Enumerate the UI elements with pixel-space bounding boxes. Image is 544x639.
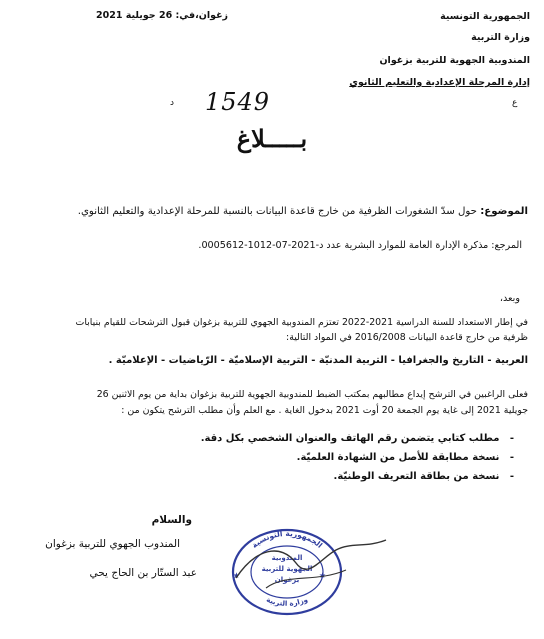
place-date: زغوان،في: 26 جويلية 2021 (96, 10, 229, 21)
subject-text: حول سدّ الشغورات الظرفية من خارج قاعدة البيانات بالنسبة للمرحلة الإعدادية والتعليم الثانوي. (77, 206, 477, 217)
reference-number: 1549 (205, 88, 271, 116)
body-p2-line2: جويلية 2021 إلى غاية يوم الجمعة 20 أوت 2021 بدخول الغاية . مع العلم وأن مطلب الترشح يتكون من : (121, 405, 528, 416)
bullet-dash: - (499, 471, 514, 482)
subject-label: الموضوع: (480, 206, 528, 217)
stamp-line1: المندوبية (271, 554, 303, 562)
signer-role: المندوب الجهوي للتربية بزغوان (45, 538, 180, 550)
header-department: إدارة المرحلة الإعدادية والتعليم الثانوي (349, 77, 530, 88)
page-title: بـــــلاغ (236, 124, 308, 153)
header-republic: الجمهورية التونسية (440, 11, 530, 22)
stamp-line3: بزغوان (274, 576, 300, 584)
stamp-bottom-text: وزارة التربية (265, 595, 309, 608)
stamp-line2: الجهوية للتربية (261, 565, 313, 573)
stamp-star-icon: ★ (232, 571, 240, 580)
closing: والسلام (151, 514, 192, 526)
requirement-item: - نسخة مطابقة للأصل من الشهادة العلميّة. (296, 452, 514, 463)
stamp-star-icon: ★ (318, 571, 326, 580)
body-p1-line1: في إطار الاستعداد للسنة الدراسية 2021-2022 تعتزم المندوبية الجهوي للتربية بزغوان قبول الترشحات للقيام بنيابات (75, 317, 528, 328)
header-regional: المندوبية الجهوية للتربية بزغوان (379, 55, 530, 66)
signer-name: عبد الستّار بن الحاج يحي (89, 567, 197, 579)
reference-line: المرجع: مذكرة الإدارة العامة للموارد البشرية عدد د-2021-07-1012-0005612. (198, 240, 522, 251)
reference-ain: ع (512, 98, 518, 108)
reference-suffix: د (170, 98, 175, 108)
requirement-item: - مطلب كتابي يتضمن رقم الهاتف والعنوان الشخصي بكل دقة. (200, 433, 514, 444)
bullet-dash: - (499, 433, 514, 444)
handwritten-signature (226, 528, 396, 603)
body-p1-line2: ظرفية من خارج قاعدة البيانات 2016/2008 في المواد التالية: (286, 332, 528, 343)
header-ministry: وزارة التربية (471, 32, 530, 43)
subjects-list: العربية - التاريخ والجغرافيا - التربية المدنيّة - التربية الإسلاميّة - الرّياضيات - الإعلاميّة . (108, 355, 528, 366)
stamp-outer-text: الجمهورية التونسية (249, 528, 325, 550)
greeting: وبعد، (499, 293, 520, 304)
body-p2-line1: فعلى الراغبين في الترشح إيداع مطالبهم بمكتب الضبط للمندوبية الجهوية للتربية بزغوان بداية من يوم الاثنين 26 (96, 389, 528, 400)
subject-line (78, 206, 528, 217)
requirement-item: - نسخة من بطاقة التعريف الوطنيّة. (333, 471, 514, 482)
bullet-dash: - (499, 452, 514, 463)
